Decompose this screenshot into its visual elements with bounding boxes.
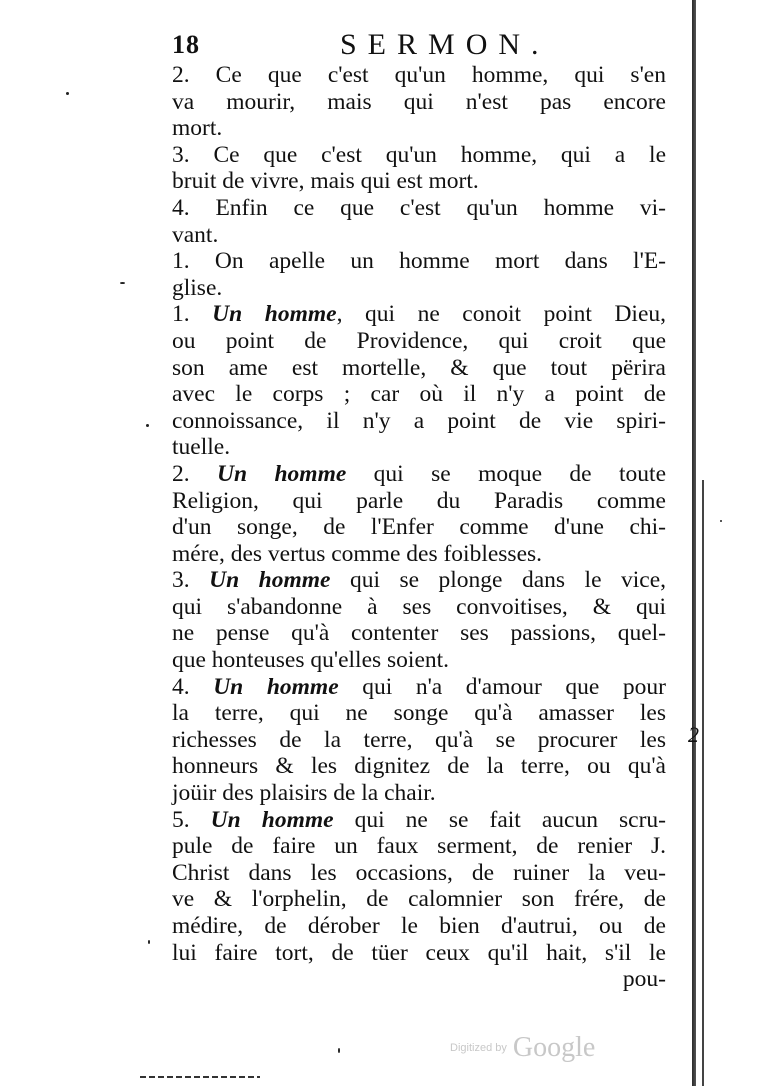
text-line: joüir des plaisirs de la chair. [172, 780, 436, 807]
text-line: 1. Un homme, qui ne conoit point Dieu, [172, 301, 666, 328]
catchword: pou- [622, 966, 666, 993]
text-line: ne pense qu'à contenter ses passions, quel- [172, 620, 666, 647]
text-line: 4. Un homme qui n'a d'amour que pour [172, 673, 666, 700]
text-line: lui faire tort, de tüer ceux qu'il hait, s'il le [172, 939, 666, 966]
text-line: mére, des vertus comme des foiblesses. [172, 540, 543, 567]
margin-note: 2 [688, 722, 699, 747]
ink-speck [720, 520, 722, 522]
text-line: bruit de vivre, mais qui est mort. [172, 168, 479, 195]
body-text [172, 62, 666, 993]
text-line: 1. On apelle un homme mort dans l'E- [172, 248, 666, 275]
page-header [172, 26, 672, 66]
ink-speck [120, 282, 125, 284]
text-line: 2. Ce que c'est qu'un homme, qui s'en [172, 62, 666, 88]
text-line: connoissance, il n'y a point de vie spiri- [172, 407, 666, 434]
ink-speck [146, 424, 149, 427]
text-line: que honteuses qu'elles soient. [172, 647, 450, 674]
text-line: vant. [172, 221, 219, 248]
page-number: 18 [172, 30, 200, 59]
text-line: 2. Un homme qui se moque de toute [172, 460, 667, 487]
text-line: 3. Ce que c'est qu'un homme, qui a le [172, 141, 666, 168]
text-line: 4. Enfin ce que c'est qu'un homme vi- [172, 194, 666, 221]
text-line: richesses de la terre, qu'à se procurer les [172, 726, 666, 753]
watermark-prefix: Digitized by [450, 1042, 507, 1054]
text-line: ou point de Providence, qui croit que [172, 327, 666, 354]
emphasis-text: Un homme [213, 673, 339, 700]
text-line: tuelle. [172, 434, 231, 461]
binding-edge-inner [702, 480, 704, 1086]
digitized-watermark [450, 1032, 595, 1066]
emphasis-text: Un homme [209, 567, 331, 594]
text-line: pule de faire un faux serment, de renier J. [172, 833, 666, 860]
text-line: va mourir, mais qui n'est pas encore [172, 88, 666, 115]
text-line: médire, de dérober le bien d'autrui, ou de [172, 913, 666, 939]
binding-edge [692, 0, 696, 1086]
ink-speck [66, 92, 69, 95]
text-line: qui s'abandonne à ses convoitises, & qui [172, 593, 666, 620]
text-line: Christ dans les occasions, de ruiner la veu- [172, 859, 666, 886]
text-line: 3. Un homme qui se plonge dans le vice, [172, 567, 667, 594]
ink-speck [338, 1048, 340, 1053]
emphasis-text: Un homme [217, 460, 347, 487]
text-line: glise. [172, 274, 223, 301]
text-line: d'un songe, de l'Enfer comme d'une chi- [172, 514, 666, 541]
text-line: avec le corps ; car où il n'y a point de [172, 381, 666, 408]
text-line: la terre, qui ne songe qu'à amasser les [172, 700, 666, 727]
text-line: 5. Un homme qui ne se fait aucun scru- [172, 806, 666, 833]
emphasis-text: Un homme [210, 806, 334, 833]
bottom-scan-artifact [140, 1076, 260, 1078]
text-line: Religion, qui parle du Paradis comme [172, 487, 666, 514]
emphasis-text: Un homme [212, 301, 337, 328]
text-line: mort. [172, 115, 223, 142]
text-line: son ame est mortelle, & que tout përira [172, 354, 666, 381]
text-line: ve & l'orphelin, de calomnier son frére, de [172, 886, 666, 913]
running-title: SERMON. [340, 28, 550, 61]
text-line: honneurs & les dignitez de la terre, ou qu'à [172, 753, 666, 780]
ink-speck [148, 940, 150, 944]
google-logo: Google [512, 1032, 596, 1063]
